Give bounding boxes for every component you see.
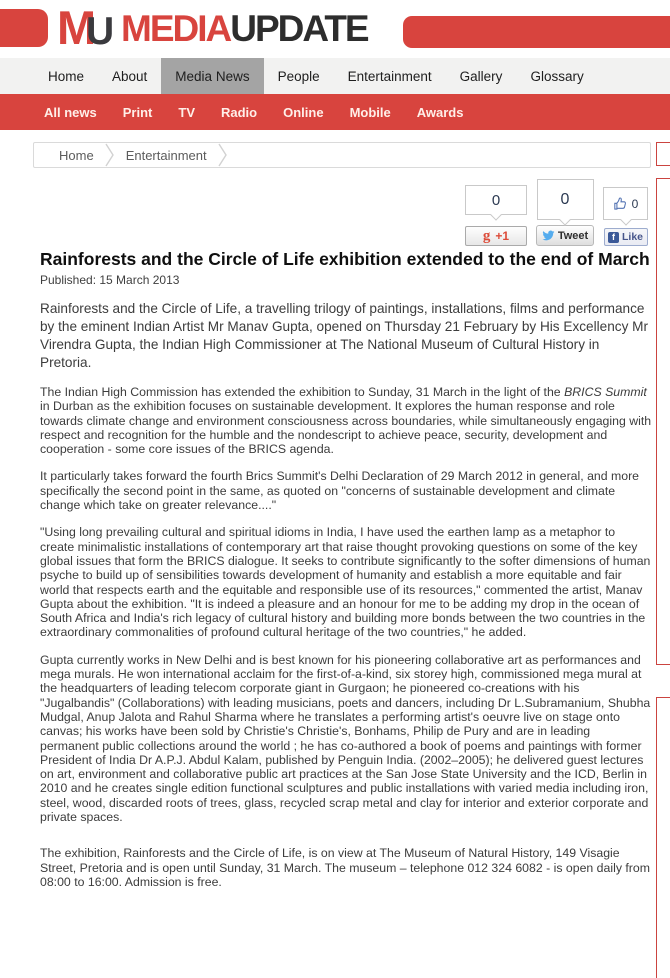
- paragraph-text: The Indian High Commission has extended the exhibition to Sunday, 31 March in the light of the: [40, 385, 565, 399]
- gplus-count-bubble: [465, 185, 527, 215]
- facebook-like-button[interactable]: [604, 228, 648, 246]
- nav-item-media-news[interactable]: Media News: [161, 58, 263, 94]
- header-red-tab-left: [0, 9, 48, 47]
- breadcrumb-entertainment[interactable]: Entertainment: [125, 147, 207, 163]
- tweet-count-bubble: [537, 179, 594, 220]
- social-share-bar: [465, 179, 648, 246]
- sidebar-box-clipped: [656, 142, 670, 166]
- subnav-item-print[interactable]: Print: [122, 104, 153, 120]
- like-count: 0: [631, 196, 639, 211]
- google-plus-widget: [465, 185, 527, 246]
- tweet-count: 0: [560, 190, 570, 208]
- article-lead-paragraph: Rainforests and the Circle of Life, a travelling trilogy of paintings, installations, films and performance by the eminent Indian Artist Mr Manav Gupta, opened on Thursday 21 February by His Excellency Mr Virendra Gupta, the Indian High Commissioner at The National Museum of Cultural History in Pretoria.: [40, 301, 648, 370]
- monogram-m: M: [57, 1, 95, 54]
- published-date: Published: 15 March 2013: [40, 273, 180, 287]
- chevron-separator-icon: [218, 143, 228, 167]
- sidebar-box-clipped: [656, 178, 670, 665]
- plus-one-label: +1: [495, 229, 510, 243]
- like-label: Like: [621, 231, 643, 243]
- twitter-bird-icon: [542, 229, 555, 242]
- paragraph-text: in Durban as the exhibition focuses on sustainable development. It explores the human response and role towards climate change and environment consciousness across boundaries, while simultaneously engaging with respect and recognition for the humble and the nondescript to achieve peace, security, development and cooperation - some core issues of the BRICS agenda.: [40, 399, 652, 457]
- header-red-bar-right: [403, 16, 670, 48]
- logo-word-update: UPDATE: [230, 8, 368, 49]
- logo-wordmark: [121, 8, 368, 50]
- article-paragraph: Gupta currently works in New Delhi and is best known for his pioneering collaborative art as performances and mega murals. He won international acclaim for the first-of-a-kind, six storey high, commissioned mega mural at the headquarters of leading telecom corporate giant in Gurgaon; he pioneered co-creations with his "Jugalbandis" (Collaborations) with leading musicians, poets and dancers, including Dr L.Subramanium, Shubha Mudgal, Anup Jalota and Rahul Sharma where he translates a performing artist's oeuvre live on stage onto canvas; his works have been sold by Christie's Christie's, Bonhams, Philip de Pury and are in leading permanent public collections around the world ; he has co-authored a book of poems and paintings with former President of India Dr A.P.J. Abdul Kalam, published by Penguin India. (2002–2005); he delivered guest lectures on art, environment and collaborative public art practices at the San Jose State University and the ICD, Berlin in 2010 and he creates single edition functional sculptures and public installations with varied media including iron, steel, wood, discarded roots of trees, glass, recycled scrap metal and clay for interior and exterior corporate and private spaces.: [40, 652, 651, 825]
- subnav-item-awards[interactable]: Awards: [416, 104, 464, 120]
- logo-word-media: MEDIA: [121, 8, 231, 49]
- tweet-label: Tweet: [557, 229, 589, 242]
- nav-item-entertainment[interactable]: Entertainment: [347, 68, 432, 84]
- facebook-widget: [603, 187, 648, 246]
- subnav-item-tv[interactable]: TV: [178, 104, 195, 120]
- sub-nav: [0, 94, 670, 130]
- chevron-separator-icon: [105, 143, 115, 167]
- google-plus-one-button[interactable]: [465, 226, 527, 246]
- mu-monogram-icon: [57, 3, 121, 55]
- gplus-count: 0: [491, 191, 501, 209]
- like-count-bubble: [603, 187, 648, 220]
- thumbs-up-icon: [613, 197, 628, 211]
- article-paragraph: "Using long prevailing cultural and spiritual idioms in India, I have used the earthen lamp as a metaphor to create minimalistic installations of contemporary art that raise thought provoking questions on some of the key global issues that form the BRICS dialogue. It seeks to contribute significantly to the softer dimensions of human psyche to build up of sensibilities towards development of humanity and establish a more equitable and fair world that respects earth and the equitable and responsible use of its resources," commented the artist, Manav Gupta about the exhibition. "It is indeed a pleasure and an honour for me to be adding my drop in the ocean of South Africa and India's rich legacy of cultural history and building more bonds between the two countries in the extraordinary commonalities of profound cultural heritage of the two countries," he added.: [40, 525, 651, 640]
- tweet-button[interactable]: [536, 225, 594, 246]
- article-paragraph: The exhibition, Rainforests and the Circle of Life, is on view at The Museum of Natural History, 149 Visagie Street, Pretoria and is open until Sunday, 31 March. The museum – telephone 012 324 6082 - is open daily from 08:00 to 16:00. Admission is free.: [40, 846, 650, 889]
- article-paragraph: It particularly takes forward the fourth Brics Summit's Delhi Declaration of 29 March 2012 in general, and more specifically the second point in the same, as quoted on "concerns of sustainable development and climate change which take on greater relevance....": [40, 469, 640, 513]
- twitter-widget: [536, 179, 594, 246]
- article-paragraph: [40, 385, 652, 456]
- subnav-item-online[interactable]: Online: [283, 104, 324, 120]
- breadcrumb: [33, 142, 651, 168]
- article: [40, 249, 652, 889]
- nav-item-glossary[interactable]: Glossary: [530, 68, 584, 84]
- breadcrumb-home[interactable]: Home: [59, 147, 94, 163]
- facebook-f-icon: f: [608, 232, 619, 243]
- nav-item-about[interactable]: About: [112, 68, 148, 84]
- monogram-u: U: [86, 10, 115, 53]
- sidebar-box-clipped: [656, 697, 670, 978]
- nav-item-home[interactable]: Home: [48, 68, 85, 84]
- paragraph-italic-text: BRICS Summit: [564, 385, 647, 399]
- subnav-item-all-news[interactable]: All news: [44, 104, 97, 120]
- nav-item-gallery[interactable]: Gallery: [459, 68, 503, 84]
- subnav-item-radio[interactable]: Radio: [221, 104, 258, 120]
- nav-item-people[interactable]: People: [277, 68, 320, 84]
- page-title: Rainforests and the Circle of Life exhibition extended to the end of March: [40, 249, 650, 269]
- main-nav: [0, 58, 670, 94]
- google-g-icon: g: [482, 227, 491, 244]
- subnav-item-mobile[interactable]: Mobile: [349, 104, 391, 120]
- site-logo[interactable]: [57, 2, 368, 56]
